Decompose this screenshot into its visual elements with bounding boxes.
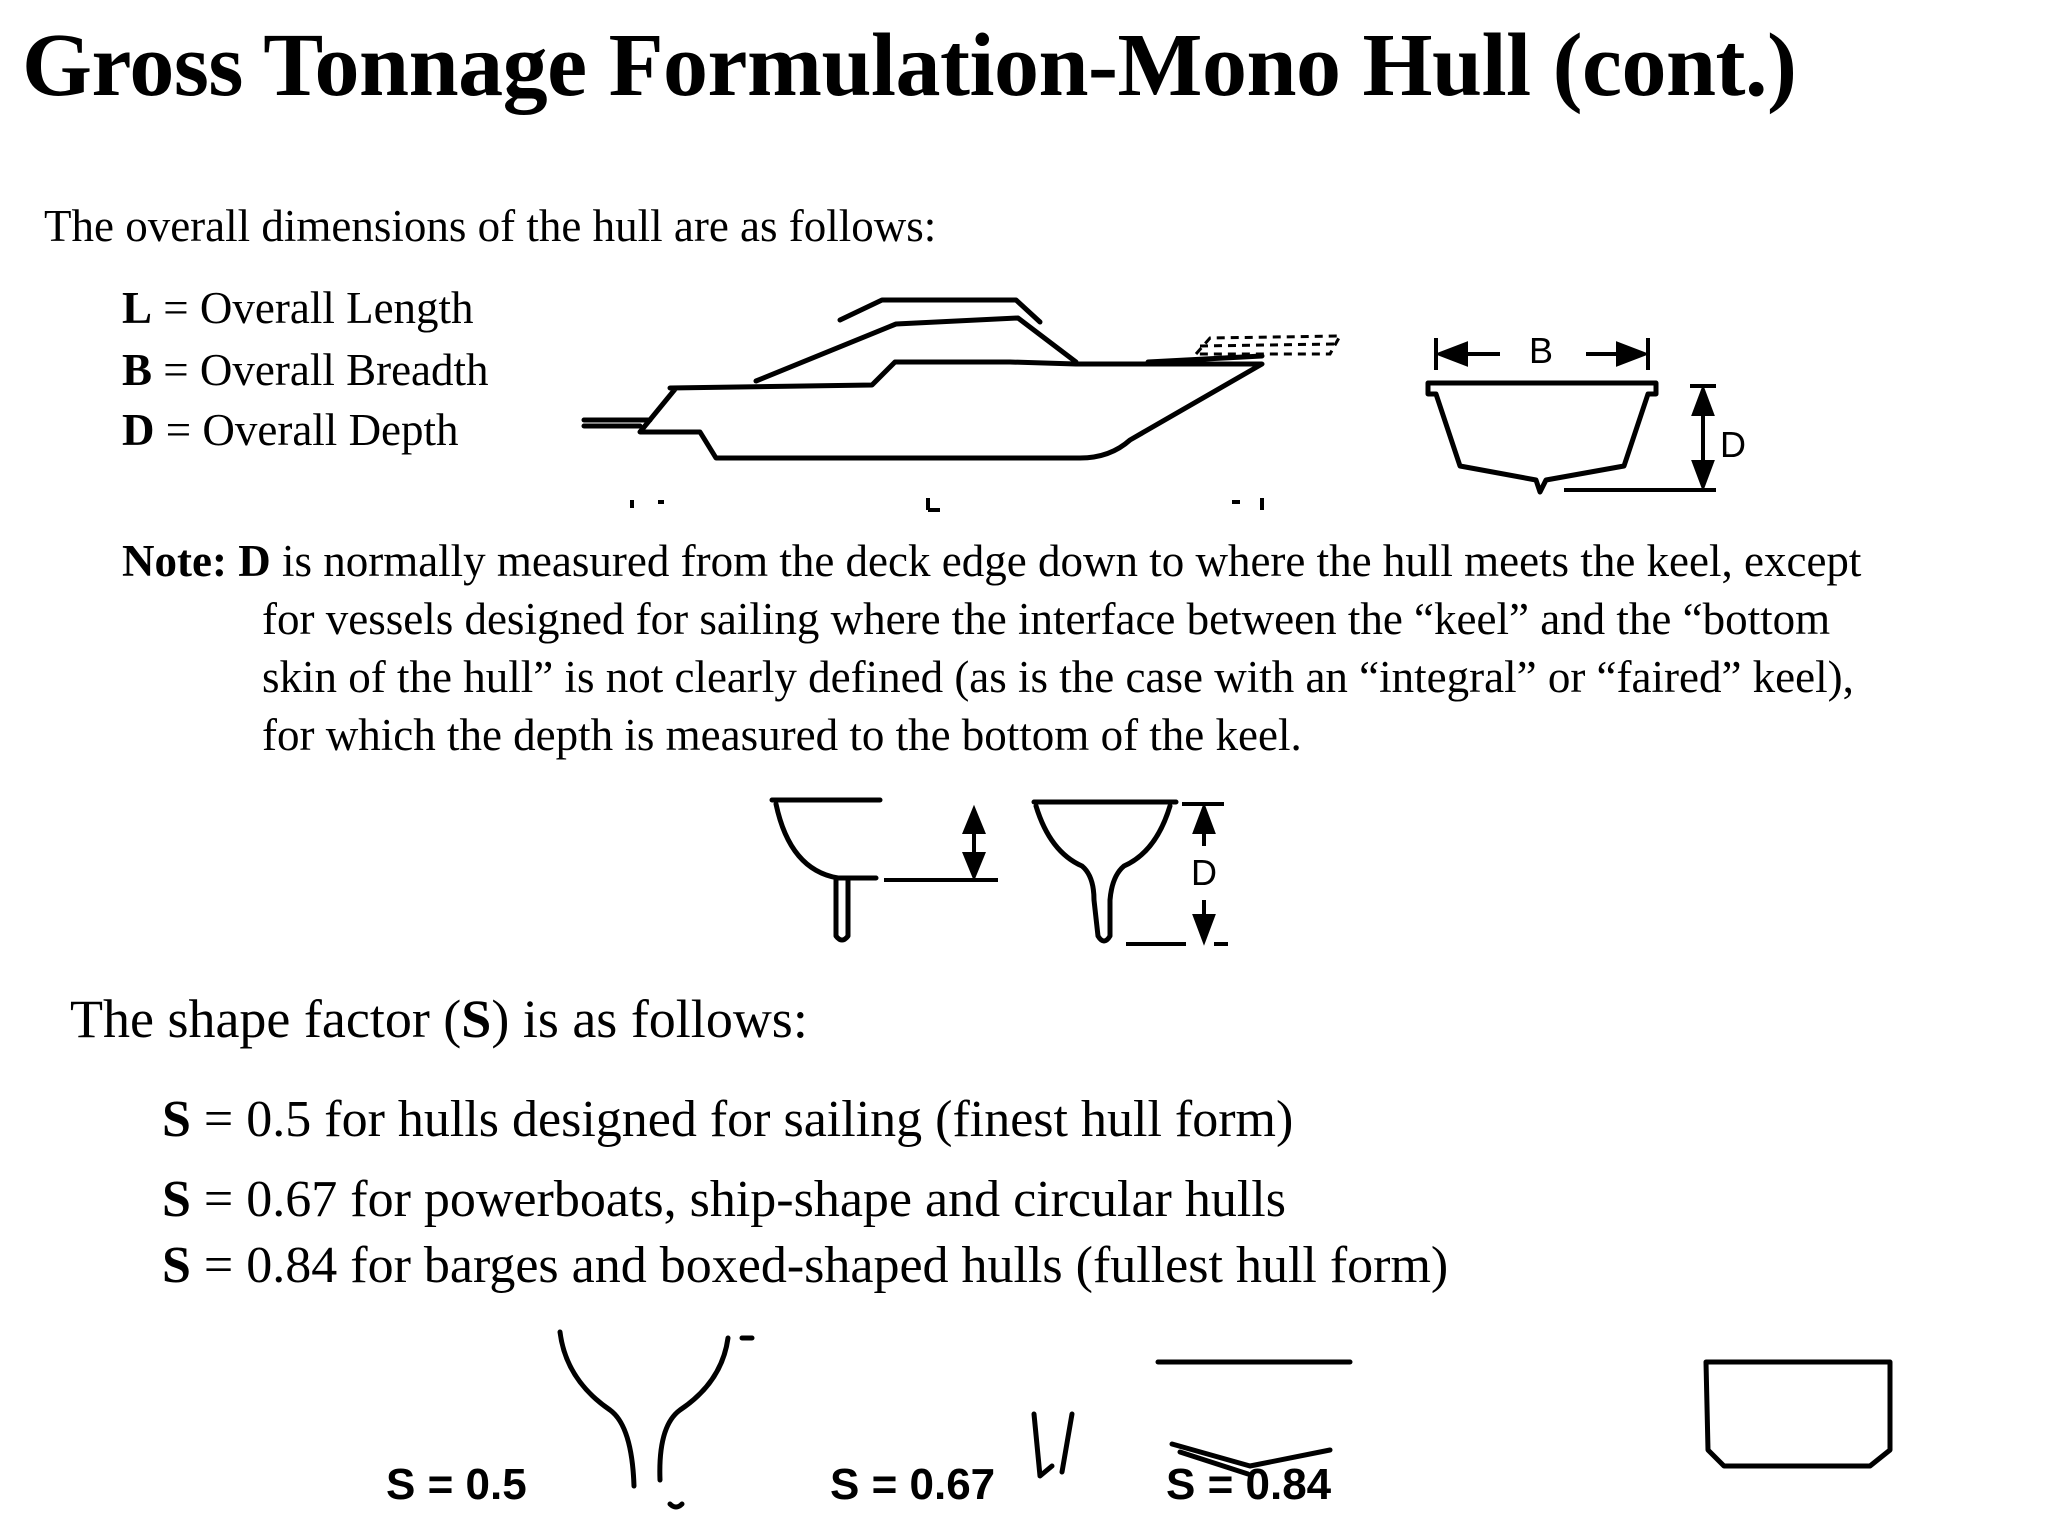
- note-label: Note:: [122, 536, 227, 586]
- page-title: Gross Tonnage Formulation-Mono Hull (cont.): [22, 16, 1797, 115]
- shape-intro-symbol: S: [461, 989, 492, 1049]
- note-line-4: for which the depth is measured to the bottom of the keel.: [262, 710, 1302, 760]
- shape-text: = 0.5 for hulls designed for sailing (finest hull form): [190, 1091, 1294, 1148]
- note-line-3: skin of the hull” is not clearly defined (as is the case with an “integral” or “faired” keel),: [262, 652, 1854, 702]
- shape-intro-after: ) is as follows:: [491, 989, 808, 1049]
- label-s-084: S = 0.84: [1166, 1460, 1332, 1509]
- shape-symbol: S: [162, 1091, 191, 1148]
- shape-symbol: S: [162, 1237, 191, 1294]
- label-s-067: S = 0.67: [830, 1460, 996, 1509]
- breadth-label: B: [1529, 330, 1554, 371]
- label-s-05: S = 0.5: [386, 1460, 527, 1509]
- shape-intro-before: The shape factor (: [70, 989, 462, 1049]
- note-symbol: D: [238, 536, 271, 586]
- dimension-symbol: L: [122, 283, 153, 333]
- box-hull-shape: [1706, 1362, 1890, 1466]
- sailing-hull-shape: [560, 1332, 634, 1486]
- shape-text: = 0.67 for powerboats, ship-shape and circular hulls: [190, 1171, 1286, 1228]
- powerboat-hull-shape: [1034, 1414, 1072, 1476]
- depth-label: D: [1720, 424, 1746, 465]
- dimension-text: = Overall Length: [152, 283, 474, 333]
- intro-text: The overall dimensions of the hull are as follows:: [44, 201, 937, 251]
- dimension-text: = Overall Depth: [154, 405, 459, 455]
- note-line-1-text: is normally measured from the deck edge down to where the hull meets the keel, except: [270, 536, 1862, 586]
- dimension-text: = Overall Breadth: [152, 345, 489, 395]
- shape-text: = 0.84 for barges and boxed-shaped hulls (fullest hull form): [190, 1237, 1449, 1294]
- keel-depth-label: D: [1191, 852, 1217, 893]
- note-line-2: for vessels designed for sailing where the interface between the “keel” and the “bottom: [262, 594, 1831, 644]
- dimension-symbol: B: [122, 345, 153, 395]
- shape-symbol: S: [162, 1171, 191, 1228]
- dimension-symbol: D: [122, 405, 155, 455]
